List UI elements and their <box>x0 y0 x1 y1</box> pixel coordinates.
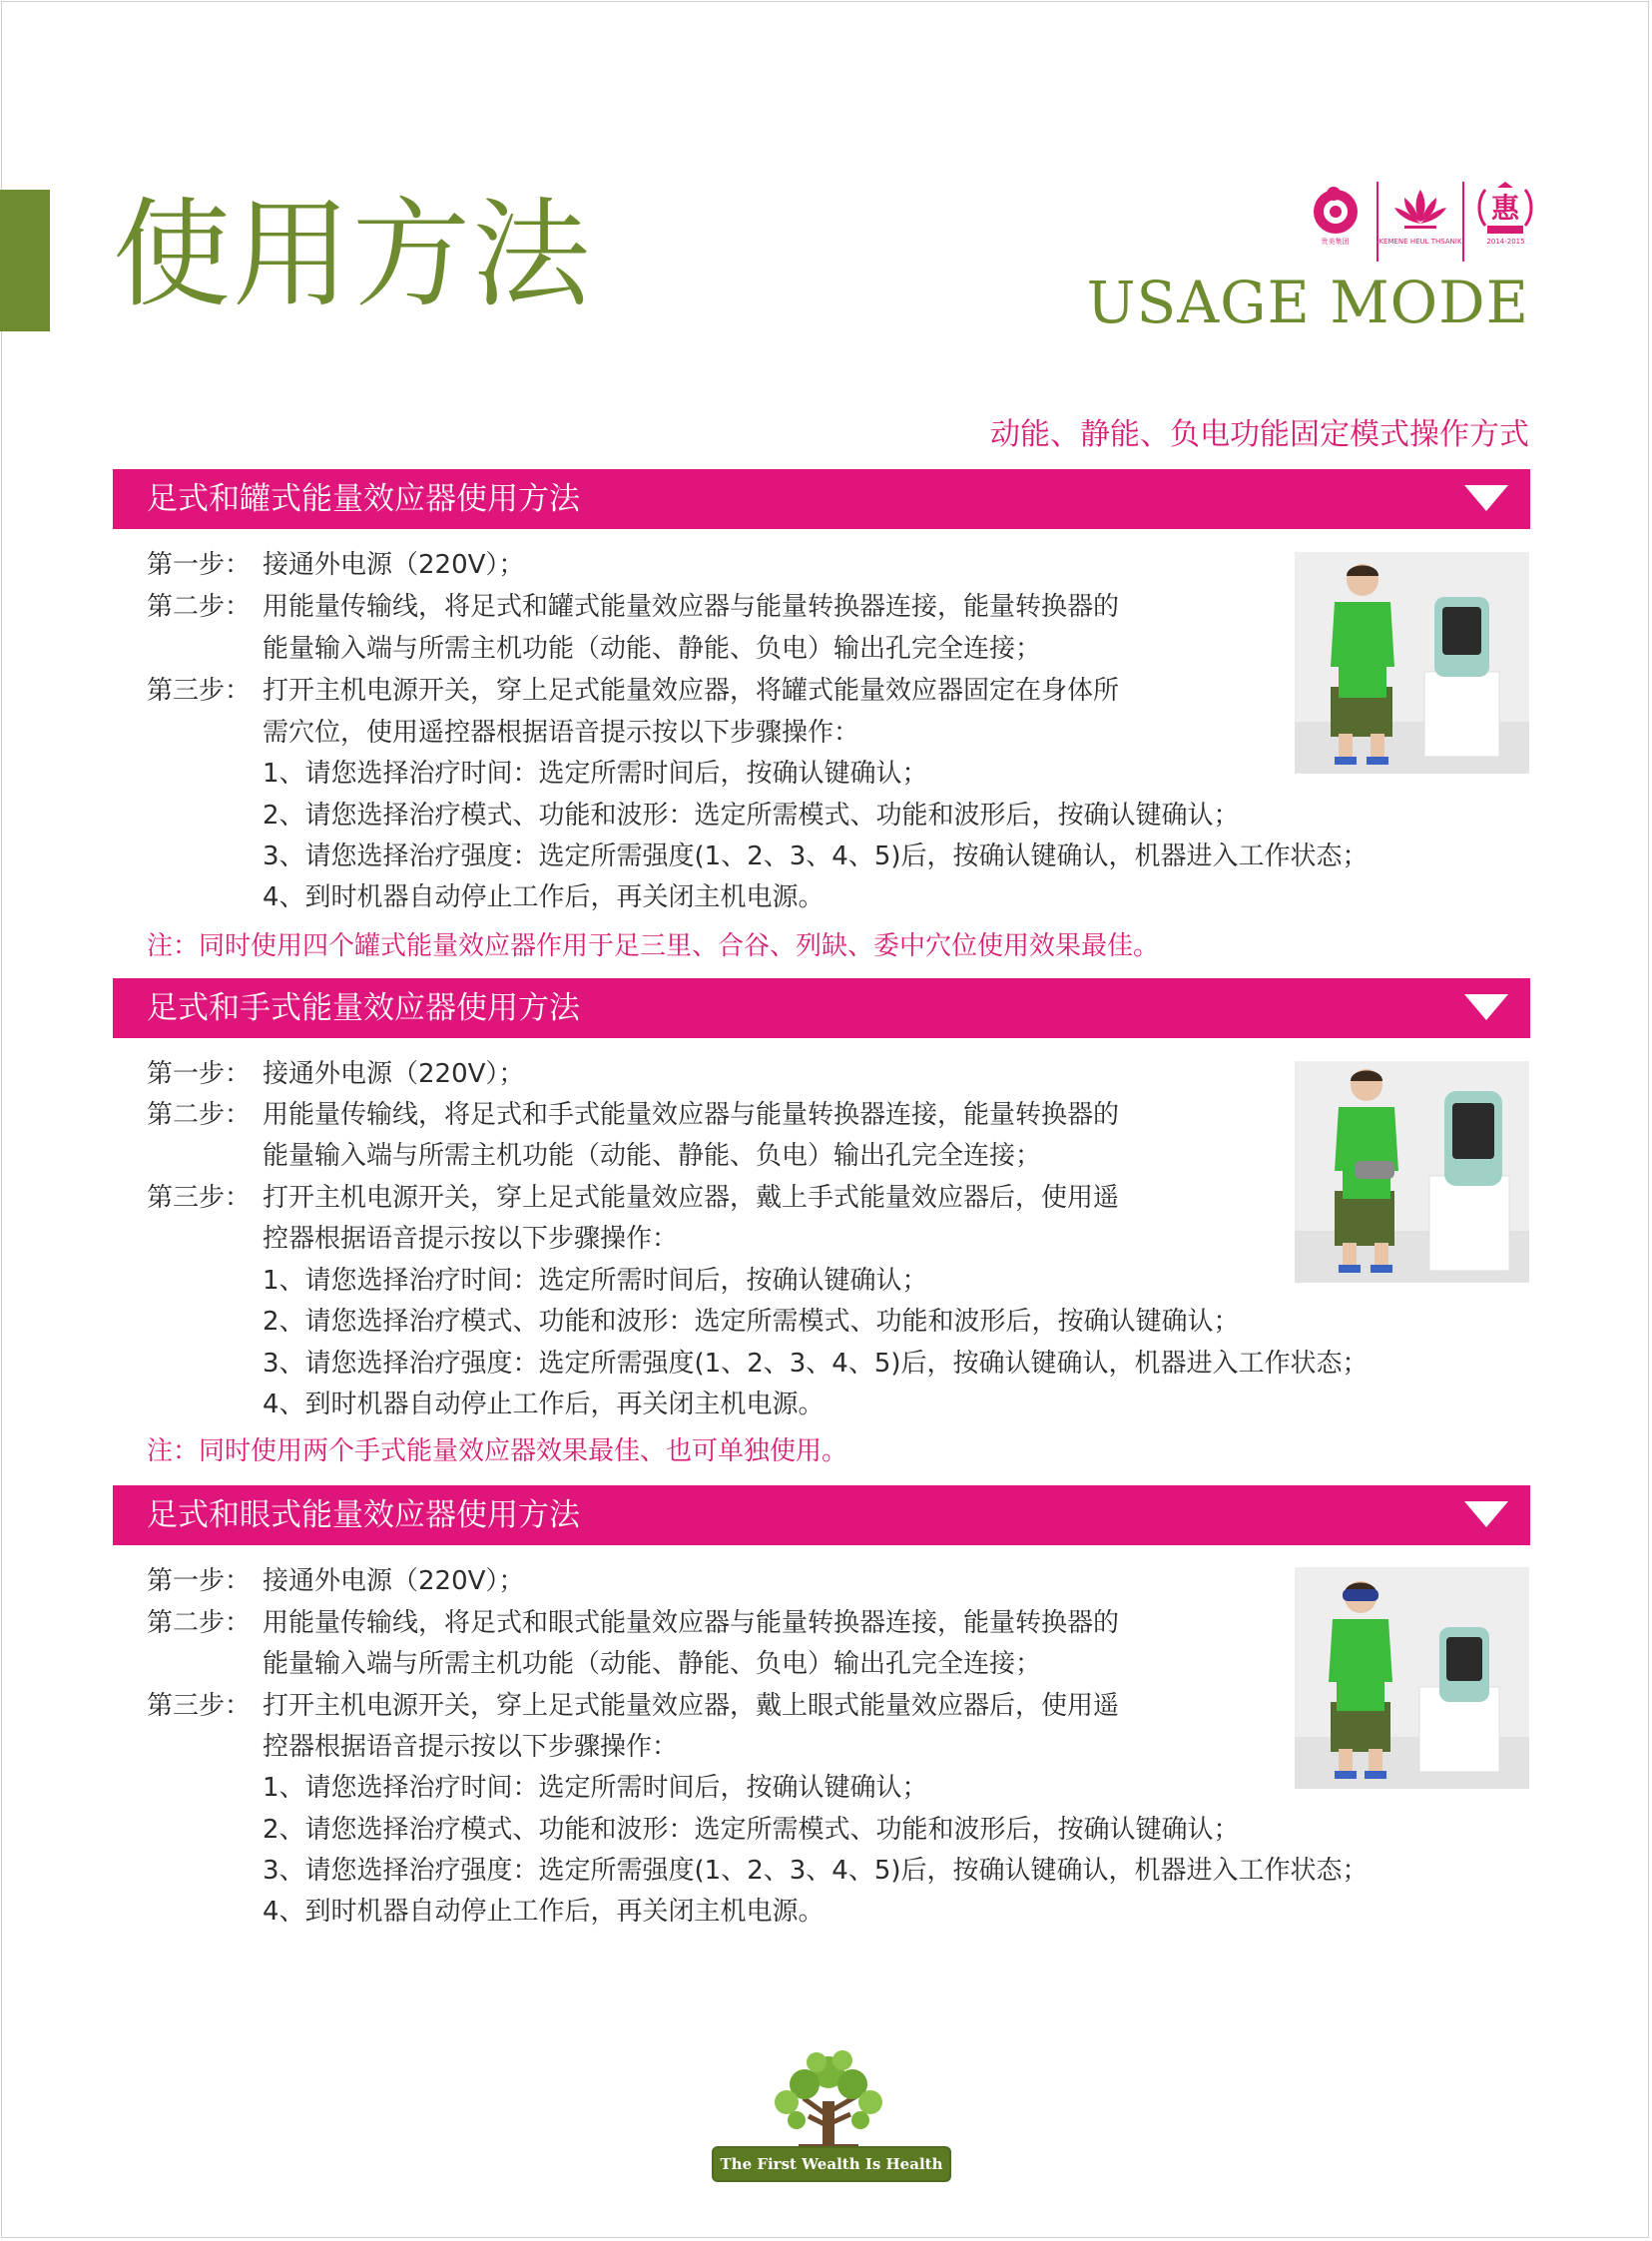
step3-text: 打开主机电源开关，穿上足式能量效应器，戴上眼式能量效应器后，使用遥 <box>263 1691 1120 1721</box>
hui-logo: 惠 2014-2015 <box>1466 182 1545 262</box>
group-logo: 贵美集团 <box>1296 182 1375 262</box>
substep-1: 1、请您选择治疗时间：选定所需时间后，按确认键确认； <box>263 1266 928 1296</box>
svg-text:惠: 惠 <box>1491 192 1520 225</box>
substep-3: 3、请您选择治疗强度：选定所需强度(1、2、3、4、5)后，按确认键确认，机器进入工作状态； <box>263 841 1369 871</box>
step2-text: 用能量传输线，将足式和眼式能量效应器与能量转换器连接，能量转换器的 <box>263 1608 1120 1638</box>
step1-label: 第一步： <box>147 1566 252 1596</box>
step1-text: 接通外电源（220V）； <box>263 550 525 580</box>
substep-1: 1、请您选择治疗时间：选定所需时间后，按确认键确认； <box>263 1773 928 1803</box>
step2-text-cont: 能量输入端与所需主机功能（动能、静能、负电）输出孔完全连接； <box>263 1649 1042 1679</box>
lotus-logo: KEMENE HEUL THSANIK <box>1380 182 1460 262</box>
substep-1: 1、请您选择治疗时间：选定所需时间后，按确认键确认； <box>263 759 928 789</box>
section-note: 注：同时使用两个手式能量效应器效果最佳、也可单独使用。 <box>147 1436 848 1466</box>
section-header-hand[interactable] <box>113 978 1530 1038</box>
group-logo-icon <box>1308 182 1364 238</box>
step3-text-cont: 控器根据语音提示按以下步骤操作： <box>263 1224 679 1254</box>
step3-label: 第三步： <box>147 1183 252 1213</box>
step1-label: 第一步： <box>147 550 252 580</box>
logo-divider <box>1377 182 1378 262</box>
step2-label: 第二步： <box>147 1100 252 1130</box>
step2-label: 第二步： <box>147 592 252 622</box>
lotus-icon <box>1390 182 1450 238</box>
step3-text: 打开主机电源开关，穿上足式能量效应器，戴上手式能量效应器后，使用遥 <box>263 1183 1120 1213</box>
usage-photo-hand <box>1295 1061 1529 1283</box>
step2-text-cont: 能量输入端与所需主机功能（动能、静能、负电）输出孔完全连接； <box>263 1141 1042 1171</box>
section-title: 足式和手式能量效应器使用方法 <box>147 990 580 1026</box>
step3-label: 第三步： <box>147 1691 252 1721</box>
title-accent-bar <box>0 190 50 331</box>
substep-3: 3、请您选择治疗强度：选定所需强度(1、2、3、4、5)后，按确认键确认，机器进入工作状态； <box>263 1349 1369 1379</box>
step3-text-cont: 需穴位，使用遥控器根据语音提示按以下步骤操作： <box>263 718 860 748</box>
triangle-down-icon <box>1464 994 1508 1020</box>
substep-2: 2、请您选择治疗模式、功能和波形：选定所需模式、功能和波形后，按确认键确认； <box>263 1307 1240 1337</box>
step3-text: 打开主机电源开关，穿上足式能量效应器，将罐式能量效应器固定在身体所 <box>263 676 1120 706</box>
substep-4: 4、到时机器自动停止工作后，再关闭主机电源。 <box>263 882 825 912</box>
section-note: 注：同时使用四个罐式能量效应器作用于足三里、合谷、列缺、委中穴位使用效果最佳。 <box>147 931 1160 961</box>
step2-text: 用能量传输线，将足式和手式能量效应器与能量转换器连接，能量转换器的 <box>263 1100 1120 1130</box>
logo-row <box>1296 182 1545 262</box>
substep-2: 2、请您选择治疗模式、功能和波形：选定所需模式、功能和波形后，按确认键确认； <box>263 1815 1240 1845</box>
step2-text: 用能量传输线，将足式和罐式能量效应器与能量转换器连接，能量转换器的 <box>263 592 1120 622</box>
step1-label: 第一步： <box>147 1059 252 1089</box>
step3-label: 第三步： <box>147 676 252 706</box>
substep-4: 4、到时机器自动停止工作后，再关闭主机电源。 <box>263 1390 825 1419</box>
logo-divider <box>1462 182 1464 262</box>
page-subtitle-en: USAGE MODE <box>1086 269 1529 336</box>
section-title: 足式和罐式能量效应器使用方法 <box>147 481 580 517</box>
substep-3: 3、请您选择治疗强度：选定所需强度(1、2、3、4、5)后，按确认键确认，机器进入工作状态； <box>263 1856 1369 1886</box>
step2-text-cont: 能量输入端与所需主机功能（动能、静能、负电）输出孔完全连接； <box>263 634 1042 664</box>
step2-label: 第二步： <box>147 1608 252 1638</box>
section-title: 足式和眼式能量效应器使用方法 <box>147 1497 580 1533</box>
footer-slogan: The First Wealth Is Health <box>712 2146 951 2182</box>
usage-photo-cupping <box>1295 552 1529 774</box>
hui-badge-icon <box>1475 182 1535 238</box>
mode-note: 动能、静能、负电功能固定模式操作方式 <box>990 417 1529 452</box>
substep-2: 2、请您选择治疗模式、功能和波形：选定所需模式、功能和波形后，按确认键确认； <box>263 801 1240 831</box>
page-title: 使用方法 <box>113 186 593 323</box>
step3-text-cont: 控器根据语音提示按以下步骤操作： <box>263 1732 679 1762</box>
triangle-down-icon <box>1464 485 1508 511</box>
substep-4: 4、到时机器自动停止工作后，再关闭主机电源。 <box>263 1897 825 1927</box>
step1-text: 接通外电源（220V）； <box>263 1059 525 1089</box>
usage-photo-eye <box>1295 1567 1529 1789</box>
section-header-cupping[interactable] <box>113 469 1530 529</box>
triangle-down-icon <box>1464 1501 1508 1527</box>
section-header-eye[interactable] <box>113 1485 1530 1545</box>
step1-text: 接通外电源（220V）； <box>263 1566 525 1596</box>
